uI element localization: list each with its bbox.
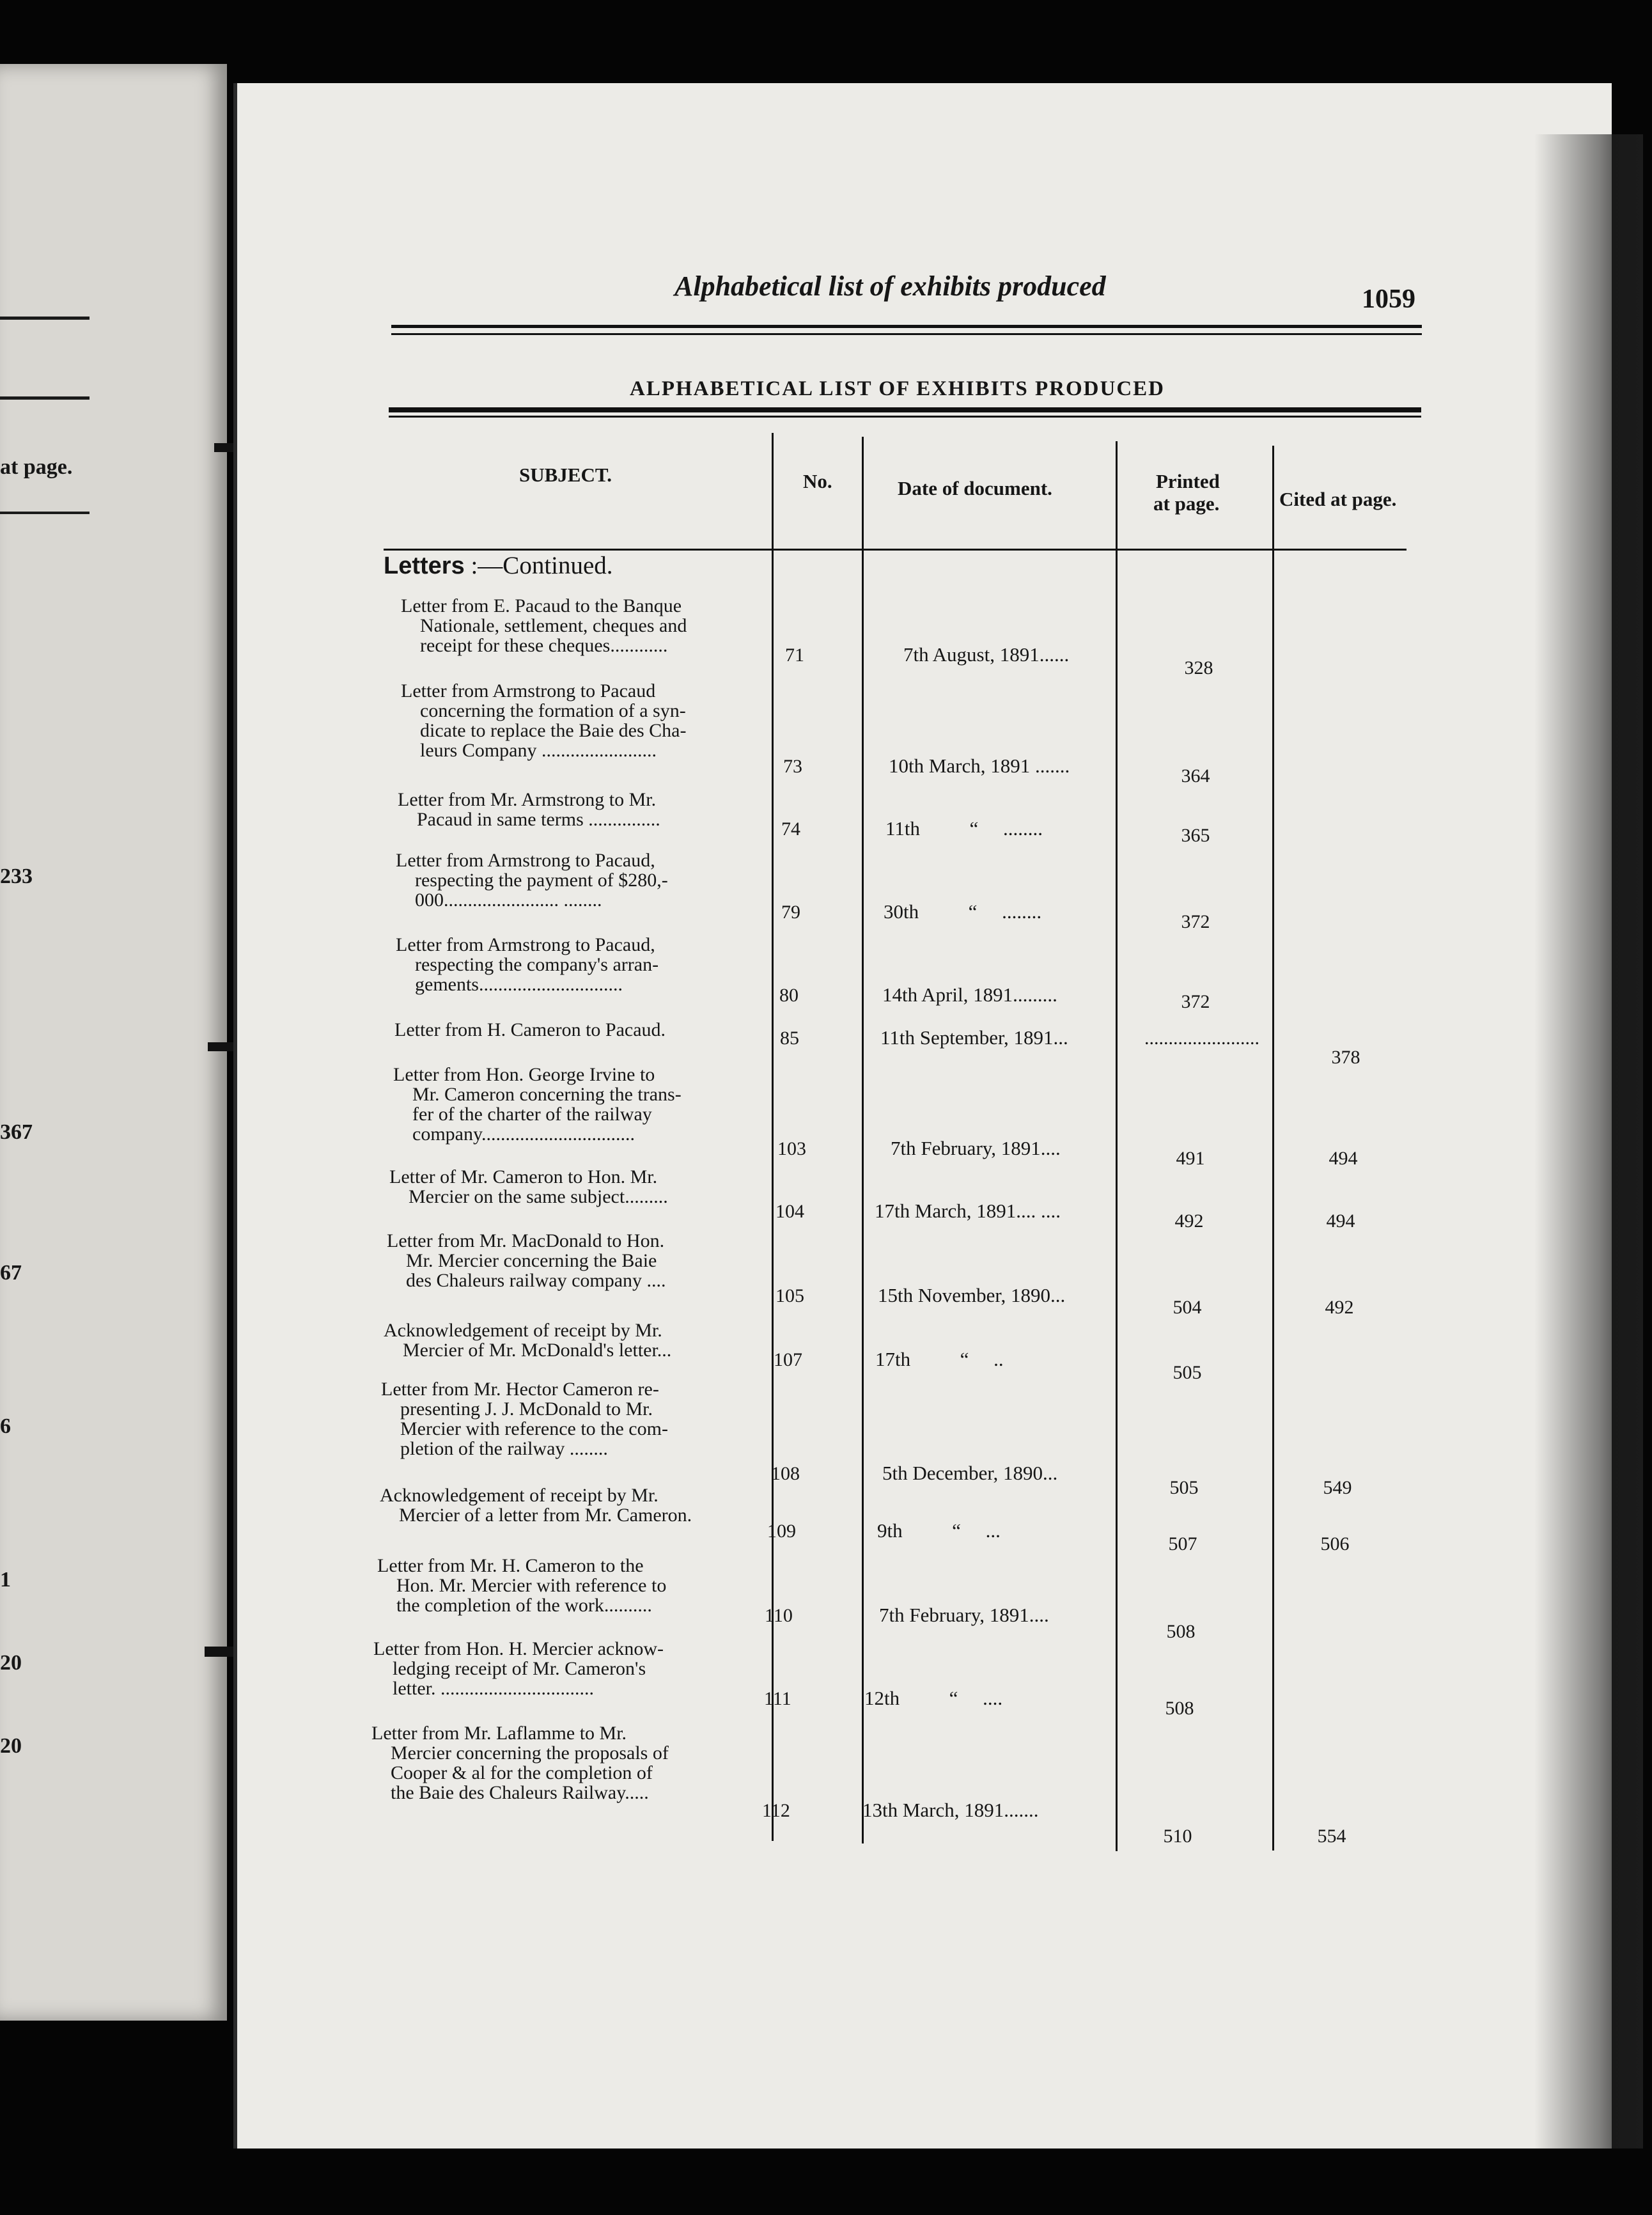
printed-at-page: 505 bbox=[1173, 1362, 1202, 1383]
binding-mark bbox=[214, 443, 233, 452]
printed-at-page: 365 bbox=[1181, 825, 1210, 846]
printed-at-page: 364 bbox=[1181, 765, 1210, 787]
subject-line: Letter from Armstrong to Pacaud bbox=[401, 680, 656, 701]
subject-line: pletion of the railway ........ bbox=[400, 1438, 608, 1459]
subject-line: respecting the payment of $280,- bbox=[415, 870, 668, 891]
binding-mark bbox=[208, 1042, 233, 1051]
column-header-subject: SUBJECT. bbox=[519, 464, 612, 486]
cited-at-page: 494 bbox=[1326, 1210, 1355, 1232]
exhibit-number: 112 bbox=[762, 1800, 790, 1821]
subject-line: Letter from Mr. H. Cameron to the bbox=[377, 1555, 644, 1576]
left-facing-page bbox=[0, 64, 227, 2021]
document-date: 11th September, 1891... bbox=[880, 1026, 1068, 1049]
document-date: 7th August, 1891...... bbox=[903, 643, 1070, 666]
exhibit-number: 79 bbox=[781, 902, 800, 923]
exhibit-number: 71 bbox=[785, 645, 804, 666]
exhibit-number: 73 bbox=[783, 756, 802, 777]
subject-line: Acknowledgement of receipt by Mr. bbox=[384, 1320, 662, 1341]
cited-at-page: 378 bbox=[1331, 1047, 1360, 1068]
subject-line: gements.............................. bbox=[415, 974, 623, 995]
subject-line: the completion of the work.......... bbox=[396, 1595, 652, 1616]
printed-at-page: 508 bbox=[1165, 1698, 1194, 1719]
subject-cell bbox=[393, 1065, 751, 1144]
subject-line: Letter from H. Cameron to Pacaud. bbox=[394, 1019, 666, 1040]
cited-at-page: 494 bbox=[1329, 1148, 1358, 1169]
column-header-printed: Printed bbox=[1156, 470, 1220, 492]
subject-cell bbox=[373, 1639, 731, 1698]
page-number: 1059 bbox=[1362, 285, 1415, 314]
column-header-printed: at page. bbox=[1153, 492, 1220, 515]
exhibit-number: 74 bbox=[781, 818, 800, 840]
column-header-cited: Cited at page. bbox=[1279, 488, 1397, 510]
subject-line: Mercier on the same subject......... bbox=[409, 1186, 668, 1207]
printed-at-page: 505 bbox=[1169, 1477, 1199, 1498]
subject-cell bbox=[371, 1723, 729, 1803]
document-date: 15th November, 1890... bbox=[878, 1284, 1066, 1306]
subject-line: Letter from Mr. Laflamme to Mr. bbox=[371, 1723, 627, 1744]
printed-at-page: ........................ bbox=[1144, 1028, 1259, 1049]
subject-line: dicate to replace the Baie des Cha- bbox=[420, 720, 687, 741]
document-date: 30th “ ........ bbox=[884, 900, 1042, 923]
subject-line: concerning the formation of a syn- bbox=[420, 700, 686, 721]
section-heading bbox=[384, 551, 613, 580]
left-page-fragment: at page. bbox=[0, 455, 73, 479]
exhibit-number: 108 bbox=[771, 1463, 800, 1484]
subject-cell bbox=[396, 935, 754, 994]
subject-line: Letter from E. Pacaud to the Banque bbox=[401, 595, 682, 616]
header-rule bbox=[391, 325, 1422, 328]
subject-cell bbox=[389, 1167, 747, 1207]
document-date: 13th March, 1891....... bbox=[862, 1799, 1039, 1821]
subject-line: Acknowledgement of receipt by Mr. bbox=[380, 1485, 658, 1506]
column-divider bbox=[772, 433, 774, 1841]
document-date: 10th March, 1891 ....... bbox=[889, 755, 1070, 777]
document-date: 9th “ ... bbox=[877, 1519, 1001, 1542]
subject-line: fer of the charter of the railway bbox=[412, 1104, 652, 1125]
document-date: 14th April, 1891......... bbox=[882, 983, 1057, 1006]
left-page-rule bbox=[0, 317, 90, 320]
subject-cell bbox=[387, 1231, 745, 1290]
subject-line: Letter from Armstrong to Pacaud, bbox=[396, 850, 655, 871]
subject-line: Letter from Mr. Hector Cameron re- bbox=[381, 1379, 659, 1400]
left-page-fragment: 67 bbox=[0, 1261, 22, 1285]
printed-at-page: 504 bbox=[1173, 1297, 1202, 1318]
left-page-rule bbox=[0, 512, 90, 514]
exhibit-number: 109 bbox=[767, 1521, 796, 1542]
exhibit-number: 110 bbox=[765, 1605, 793, 1626]
header-rule bbox=[391, 333, 1422, 335]
subject-line: Mr. Cameron concerning the trans- bbox=[412, 1084, 682, 1105]
subject-line: Mercier with reference to the com- bbox=[400, 1418, 668, 1439]
subject-cell bbox=[377, 1556, 735, 1615]
subject-line: respecting the company's arran- bbox=[415, 954, 659, 975]
left-page-fragment: 20 bbox=[0, 1734, 22, 1758]
document-date: 5th December, 1890... bbox=[882, 1462, 1058, 1484]
printed-at-page: 372 bbox=[1181, 911, 1210, 932]
exhibit-number: 111 bbox=[764, 1688, 791, 1709]
subject-line: presenting J. J. McDonald to Mr. bbox=[400, 1398, 653, 1420]
subject-line: leurs Company ........................ bbox=[420, 740, 657, 761]
subject-line: Cooper & al for the completion of bbox=[391, 1762, 653, 1783]
section-heading-rest: :—Continued. bbox=[464, 552, 613, 579]
subject-line: Letter from Armstrong to Pacaud, bbox=[396, 934, 655, 955]
left-page-rule bbox=[0, 396, 90, 400]
subject-cell bbox=[381, 1379, 739, 1459]
table-top-rule bbox=[389, 407, 1421, 412]
printed-at-page: 328 bbox=[1184, 657, 1213, 678]
subject-line: Letter from Mr. MacDonald to Hon. bbox=[387, 1230, 665, 1251]
subject-line: Letter from Hon. H. Mercier acknow- bbox=[373, 1638, 664, 1659]
document-date: 17th “ .. bbox=[875, 1348, 1004, 1370]
document-date: 12th “ .... bbox=[864, 1687, 1003, 1709]
subject-line: Mercier of Mr. McDonald's letter... bbox=[403, 1340, 672, 1361]
printed-at-page: 507 bbox=[1168, 1533, 1197, 1554]
document-date: 11th “ ........ bbox=[885, 817, 1043, 840]
printed-at-page: 508 bbox=[1166, 1621, 1196, 1642]
document-date: 7th February, 1891.... bbox=[891, 1137, 1061, 1159]
subject-line: Nationale, settlement, cheques and bbox=[420, 615, 687, 636]
subject-cell bbox=[380, 1485, 738, 1525]
cited-at-page: 549 bbox=[1323, 1477, 1352, 1498]
table-top-rule bbox=[389, 416, 1421, 418]
subject-line: Letter of Mr. Cameron to Hon. Mr. bbox=[389, 1166, 658, 1187]
subject-cell bbox=[398, 790, 756, 829]
subject-line: Hon. Mr. Mercier with reference to bbox=[396, 1575, 667, 1596]
left-page-fragment: 367 bbox=[0, 1120, 33, 1144]
printed-at-page: 491 bbox=[1176, 1148, 1205, 1169]
subject-line: Mercier concerning the proposals of bbox=[391, 1742, 669, 1764]
column-divider bbox=[862, 437, 864, 1843]
left-page-fragment: 6 bbox=[0, 1414, 11, 1438]
subject-line: Letter from Hon. George Irvine to bbox=[393, 1064, 655, 1085]
subject-line: company................................ bbox=[412, 1123, 635, 1145]
exhibit-number: 103 bbox=[777, 1138, 806, 1159]
column-divider bbox=[1272, 446, 1274, 1851]
exhibit-number: 85 bbox=[780, 1028, 799, 1049]
exhibit-number: 104 bbox=[775, 1201, 804, 1222]
subject-line: Mr. Mercier concerning the Baie bbox=[406, 1250, 657, 1271]
left-page-fragment: 20 bbox=[0, 1651, 22, 1675]
printed-at-page: 372 bbox=[1181, 991, 1210, 1012]
subject-cell bbox=[401, 681, 759, 760]
subject-line: receipt for these cheques............ bbox=[420, 635, 668, 656]
table-title: ALPHABETICAL LIST OF EXHIBITS PRODUCED bbox=[630, 377, 1165, 400]
document-date: 17th March, 1891.... .... bbox=[875, 1200, 1061, 1222]
running-title: Alphabetical list of exhibits produced bbox=[674, 270, 1106, 302]
subject-line: Mercier of a letter from Mr. Cameron. bbox=[399, 1505, 692, 1526]
exhibit-number: 107 bbox=[774, 1349, 802, 1370]
exhibit-number: 80 bbox=[779, 985, 799, 1006]
header-separator bbox=[384, 549, 1407, 551]
left-page-fragment: 1 bbox=[0, 1568, 11, 1592]
section-heading-bold: Letters bbox=[384, 552, 465, 579]
page-edge-shadow bbox=[1534, 134, 1643, 2148]
binding-mark bbox=[205, 1647, 233, 1657]
subject-line: ledging receipt of Mr. Cameron's bbox=[393, 1658, 646, 1679]
printed-at-page: 492 bbox=[1174, 1210, 1204, 1232]
subject-line: Letter from Mr. Armstrong to Mr. bbox=[398, 789, 657, 810]
printed-at-page: 510 bbox=[1163, 1826, 1192, 1847]
subject-cell bbox=[384, 1320, 742, 1360]
subject-line: des Chaleurs railway company .... bbox=[406, 1270, 666, 1291]
cited-at-page: 506 bbox=[1320, 1533, 1350, 1554]
subject-cell bbox=[396, 850, 754, 910]
left-page-fragment: 233 bbox=[0, 865, 33, 888]
subject-line: Pacaud in same terms ............... bbox=[417, 809, 660, 830]
column-header-date: Date of document. bbox=[898, 477, 1052, 499]
subject-cell bbox=[394, 1020, 752, 1040]
document-date: 7th February, 1891.... bbox=[879, 1604, 1049, 1626]
exhibit-number: 105 bbox=[775, 1285, 804, 1306]
column-header-no: No. bbox=[803, 470, 832, 492]
subject-cell bbox=[401, 596, 759, 655]
subject-line: the Baie des Chaleurs Railway..... bbox=[391, 1782, 649, 1803]
cited-at-page: 554 bbox=[1317, 1826, 1346, 1847]
subject-line: 000........................ ........ bbox=[415, 889, 602, 911]
subject-line: letter. ................................ bbox=[393, 1678, 594, 1699]
column-divider bbox=[1116, 441, 1118, 1851]
cited-at-page: 492 bbox=[1325, 1297, 1354, 1318]
